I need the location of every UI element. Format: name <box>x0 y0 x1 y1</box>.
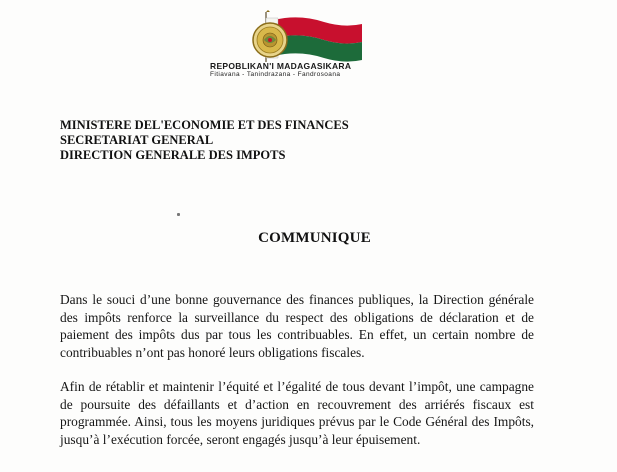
direction-line: DIRECTION GENERALE DES IMPOTS <box>60 148 286 162</box>
republic-motto: Fitiavana - Tanindrazana - Fandrosoana <box>210 71 341 78</box>
stray-mark <box>177 213 180 216</box>
republic-name: REPOBLIKAN'I MADAGASIKARA <box>210 61 352 71</box>
madagascar-coat-of-arms-icon <box>244 10 394 66</box>
secretariat-line: SECRETARIAT GENERAL <box>60 133 214 147</box>
paragraph: Afin de rétablir et maintenir l’équité et l’égalité de tous devant l’impôt, une campagne de poursuite des défaillants et d’action en recouvrement des arriérés fiscaux est programmée. Ainsi, tous les moyens juridiques prévus par le Code Général des Impôts, jusqu’à l’exécution forcée, seront engagés jusqu’à leur épuisement. <box>60 379 534 447</box>
document-title: COMMUNIQUE <box>258 230 371 246</box>
ministry-header <box>60 118 349 163</box>
ministry-line: MINISTERE DEL'ECONOMIE ET DES FINANCES <box>60 118 349 132</box>
paragraph: Dans le souci d’une bonne gouvernance des finances publiques, la Direction générale des impôts renforce la surveillance du respect des obligations de déclaration et de paiement des impôts dus par tous les contribuables. En effet, un certain nombre de contribuables n’ont pas honoré leurs obligations fiscales. <box>60 292 534 360</box>
